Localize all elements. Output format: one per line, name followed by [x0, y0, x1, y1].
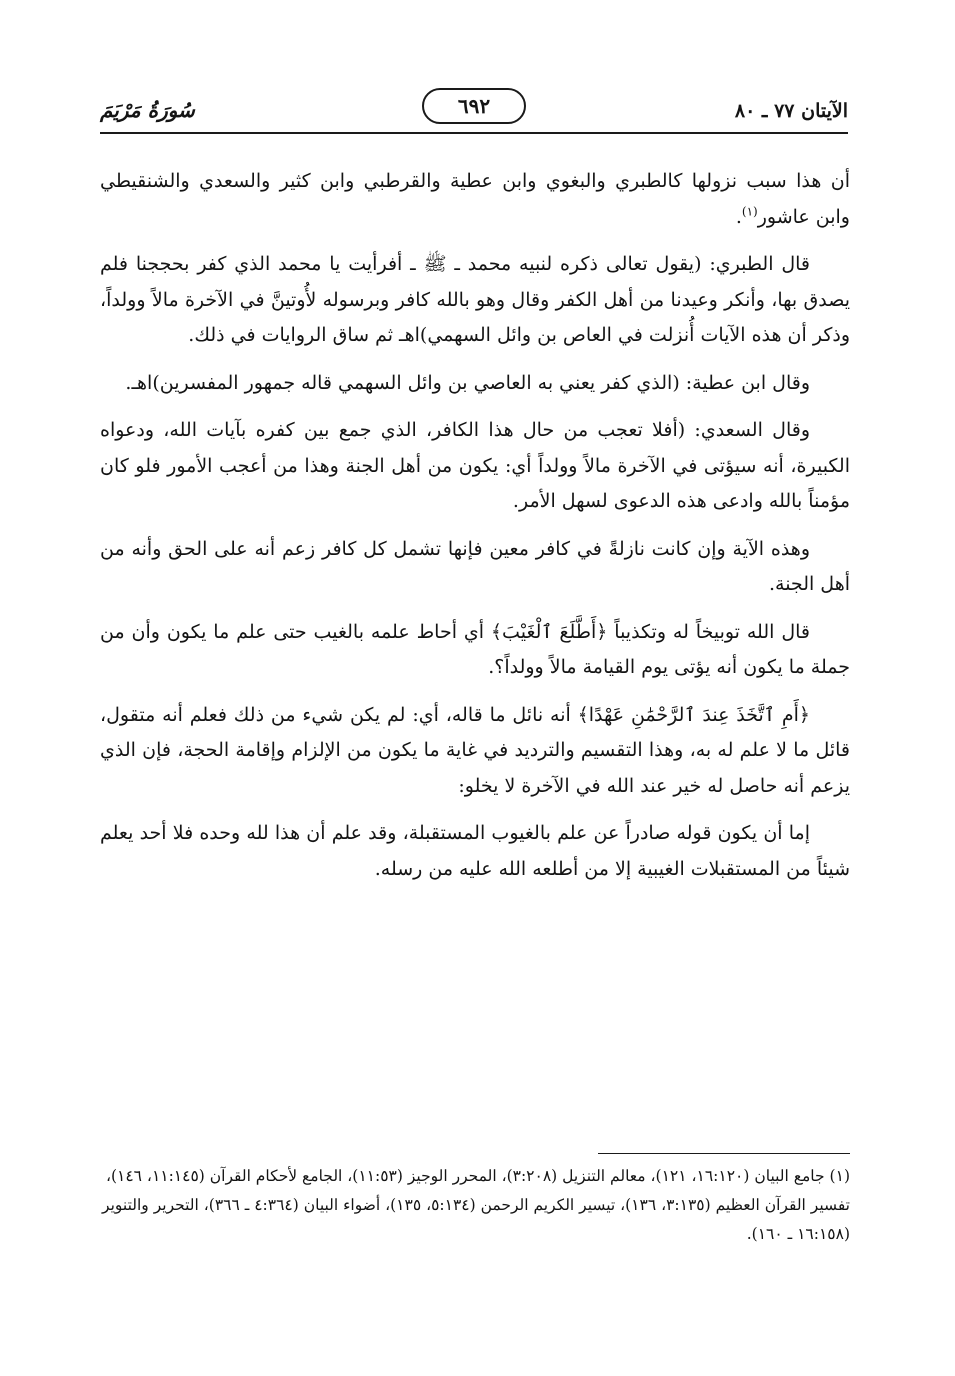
body-text: [100, 164, 850, 1114]
page-header: [100, 82, 848, 150]
footnote: [100, 1162, 850, 1249]
paragraph-5: وهذه الآية وإن كانت نازلةً في كافر معين فإنها تشمل كل كافر زعم أنه على الحق وأنه من أهل الجنة.: [100, 537, 850, 595]
paragraph-2: قال الطبري: (يقول تعالى ذكره لنبيه محمد ـ ﷺ ـ أفرأيت يا محمد الذي كفر بحججنا فلم يصدق بها، وأنكر وعيدنا من أهل الكفر وقال وهو بالله كافر وبرسوله لأُوتينَّ في الآخرة مالاً وولداً، وذكر أن هذه الآيات أُنزلت في العاص بن وائل السهمي)اهـ ثم ساق الروايات في ذلك.: [100, 253, 850, 346]
page-number-badge: ٦٩٢: [422, 88, 526, 124]
header-divider: [100, 132, 848, 134]
footnote-text: جامع البيان (١٦:١٢٠، ١٢١)، معالم التنزيل (٣:٢٠٨)، المحرر الوجيز (١١:٥٣)، الجامع لأحكام القرآن (١١:١٤٥، ١٤٦)، تفسير القرآن العظيم (٣:١٣٥، ١٣٦)، تيسير الكريم الرحمن (٥:١٣٤، ١٣٥)، أضواء البيان (٤:٣٦٤ ـ ٣٦٦)، التحرير والتنوير (١٦:١٥٨ ـ ١٦٠).: [102, 1167, 850, 1243]
paragraph-1: أن هذا سبب نزولها كالطبري والبغوي وابن عطية والقرطبي وابن كثير والسعدي والشنقيطي وابن عاشور$^{(١)}$.: [100, 170, 850, 228]
verses-range: الآيتان ٧٧ ـ ٨٠: [734, 100, 848, 122]
footnote-reference[interactable]: (١): [741, 204, 758, 219]
footnote-number: (١): [829, 1167, 850, 1185]
paragraph-4: وقال السعدي: (أفلا تعجب من حال هذا الكافر، الذي جمع بين كفره بآيات الله، ودعواه الكبيرة، أنه سيؤتى في الآخرة مالاً وولداً أي: يكون من أهل الجنة وهذا من أعجب الأمور فلو كان مؤمناً بالله وادعى هذه الدعوى لسهل الأمر.: [100, 419, 850, 512]
surah-title: سُورَةُ مَرْيَمَ: [100, 98, 195, 122]
paragraph-3: وقال ابن عطية: (الذي كفر يعني به العاصي بن وائل السهمي قاله جمهور المفسرين)اهـ.: [125, 371, 810, 394]
paragraph-7: ﴿أَمِ ٱتَّخَذَ عِندَ ٱلرَّحْمَٰنِ عَهْدًا﴾ أنه نائل ما قاله، أي: لم يكن شيء من ذلك فعلم أنه متقول، قائل ما لا علم له به، وهذا التقسيم والترديد في غاية ما يكون من الإلزام وإقامة الحجة، فإن الذي يزعم أنه حاصل له خير عند الله في الآخرة لا يخلو:: [100, 703, 850, 797]
paragraph-8: إما أن يكون قوله صادراً عن علم بالغيوب المستقبلة، وقد علم أن هذا لله وحده فلا أحد يعلم شيئاً من المستقبلات الغيبية إلا من أطلعه الله عليه من رسله.: [100, 822, 850, 880]
footnote-divider: [598, 1153, 850, 1154]
paragraph-6: قال الله توبيخاً له وتكذيباً ﴿أَطَّلَعَ ٱلْغَيْبَ﴾ أي أحاط علمه بالغيب حتى علم ما يكون وأن من جملة ما يكون أنه يؤتى يوم القيامة مالاً وولداً؟.: [100, 620, 850, 678]
